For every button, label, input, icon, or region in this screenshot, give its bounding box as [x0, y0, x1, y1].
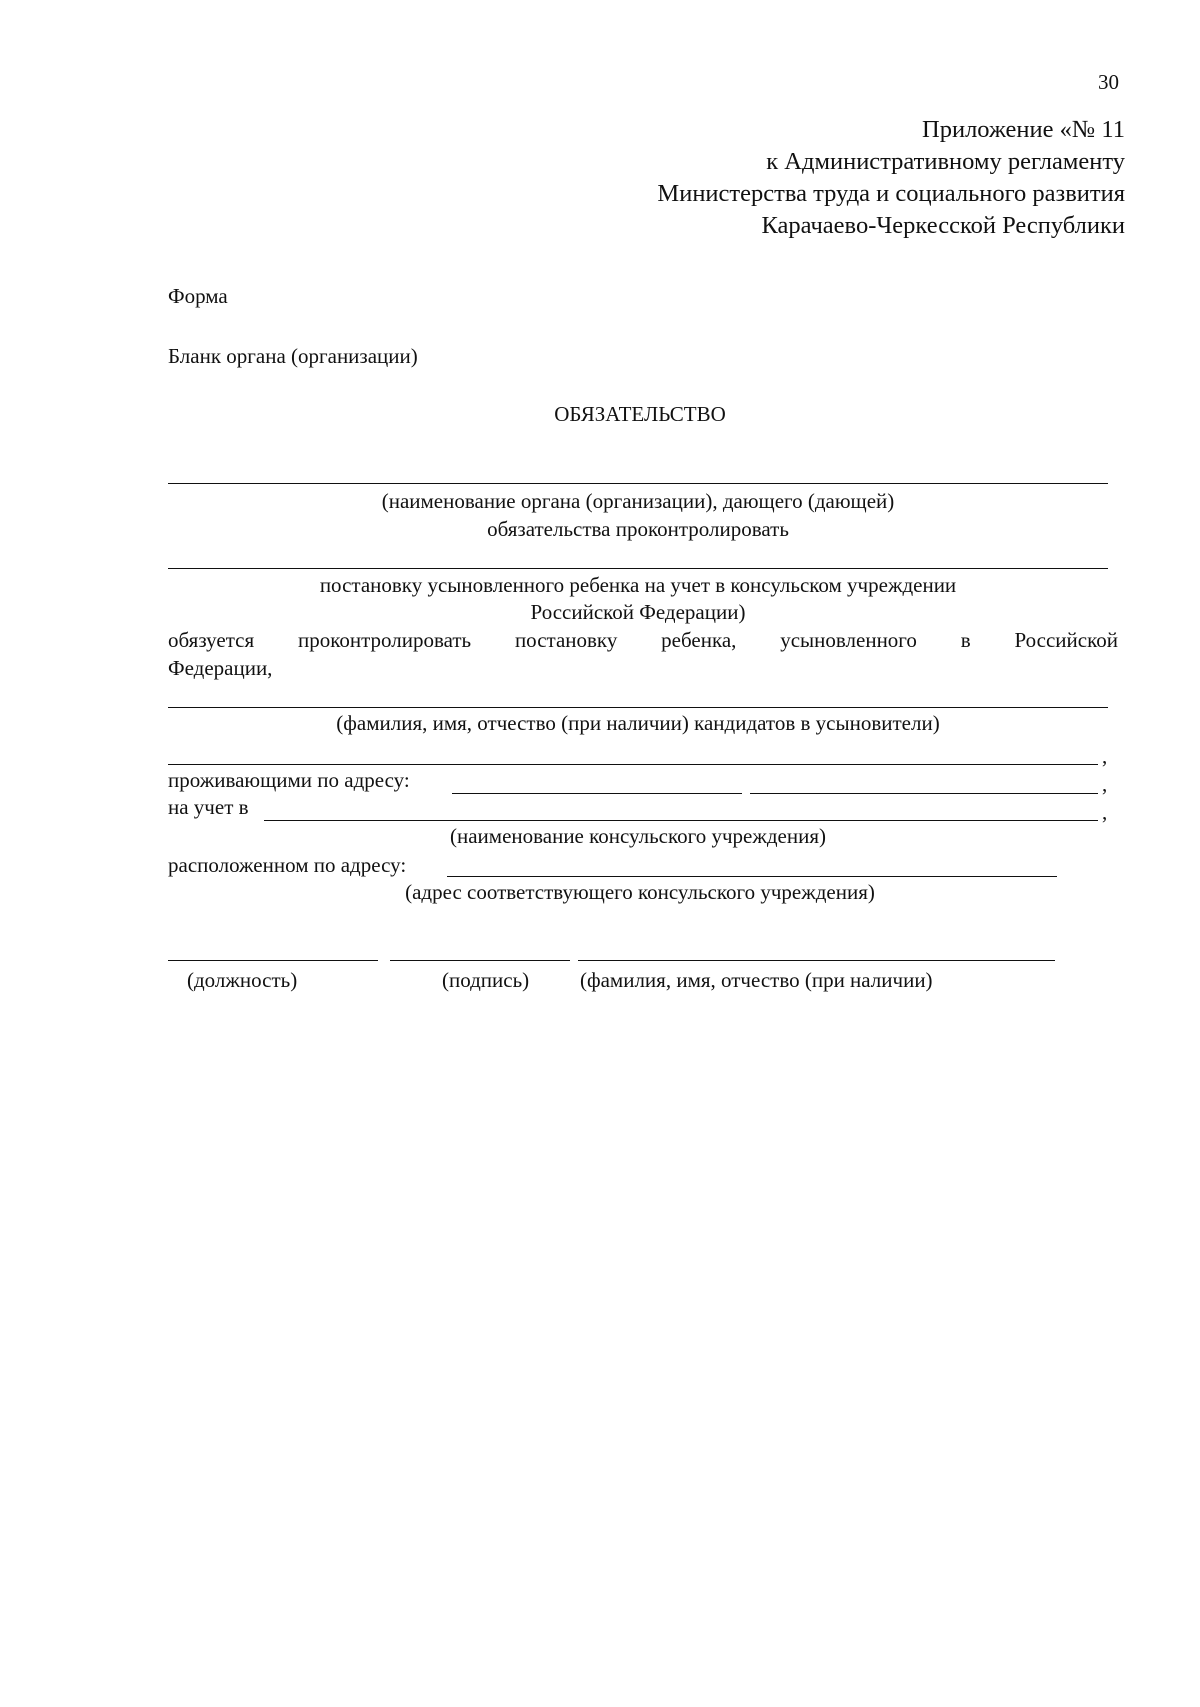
body-word: проконтролировать [297, 628, 472, 652]
organ-name-caption-1: (наименование органа (организации), дающего (дающей) [381, 489, 895, 513]
full-name-caption: (фамилия, имя, отчество (при наличии) [580, 968, 933, 992]
candidates-name-caption: (фамилия, имя, отчество (при наличии) кандидатов в усыновители) [336, 711, 940, 735]
appendix-header [500, 114, 1125, 242]
consulate-name-caption: (наименование консульского учреждения) [449, 824, 827, 848]
body-word: обязуется [168, 628, 255, 652]
document-title: ОБЯЗАТЕЛЬСТВО [554, 402, 726, 426]
consulate-field [264, 820, 1098, 821]
consulate-address-caption: (адрес соответствующего консульского учреждения) [405, 880, 875, 904]
candidates-name-field [168, 707, 1108, 708]
body-word: в [960, 628, 971, 652]
residing-label: проживающими по адресу: [168, 768, 410, 792]
position-field [168, 960, 378, 961]
comma: , [1102, 772, 1108, 796]
register-label: на учет в [168, 795, 249, 819]
body-word: ребенка, [661, 628, 737, 652]
body-word: постановку [514, 628, 618, 652]
residing-address-field-2 [750, 793, 1098, 794]
signature-caption: (подпись) [442, 968, 530, 992]
appendix-line-1: Приложение «№ 11 [922, 116, 1125, 143]
residing-address-field-1 [452, 793, 742, 794]
comma: , [1102, 744, 1108, 768]
form-label: Форма [168, 284, 228, 308]
located-label: расположенном по адресу: [168, 853, 407, 877]
page-number: 30 [1098, 70, 1119, 94]
body-line-2: Федерации, [168, 656, 273, 680]
body-line-1 [168, 628, 1118, 653]
appendix-line-3: Министерства труда и социального развития [657, 180, 1125, 207]
position-caption: (должность) [187, 968, 298, 992]
registration-caption-1: постановку усыновленного ребенка на учет в консульском учреждении [319, 573, 957, 597]
blank-label: Бланк органа (организации) [168, 344, 418, 368]
candidates-extra-field [168, 764, 1098, 765]
registration-caption-2: Российской Федерации) [530, 600, 746, 624]
organ-name-field [168, 483, 1108, 484]
full-name-field [578, 960, 1055, 961]
registration-field [168, 568, 1108, 569]
appendix-line-4: Карачаево-Черкесской Республики [761, 212, 1125, 239]
organ-name-caption-2: обязательства проконтролировать [487, 517, 789, 541]
body-word: усыновленного [780, 628, 917, 652]
signature-field [390, 960, 570, 961]
appendix-line-2: к Административному регламенту [766, 148, 1125, 175]
body-word: Российской [1014, 628, 1118, 652]
comma: , [1102, 800, 1108, 824]
consulate-address-field [447, 876, 1057, 877]
